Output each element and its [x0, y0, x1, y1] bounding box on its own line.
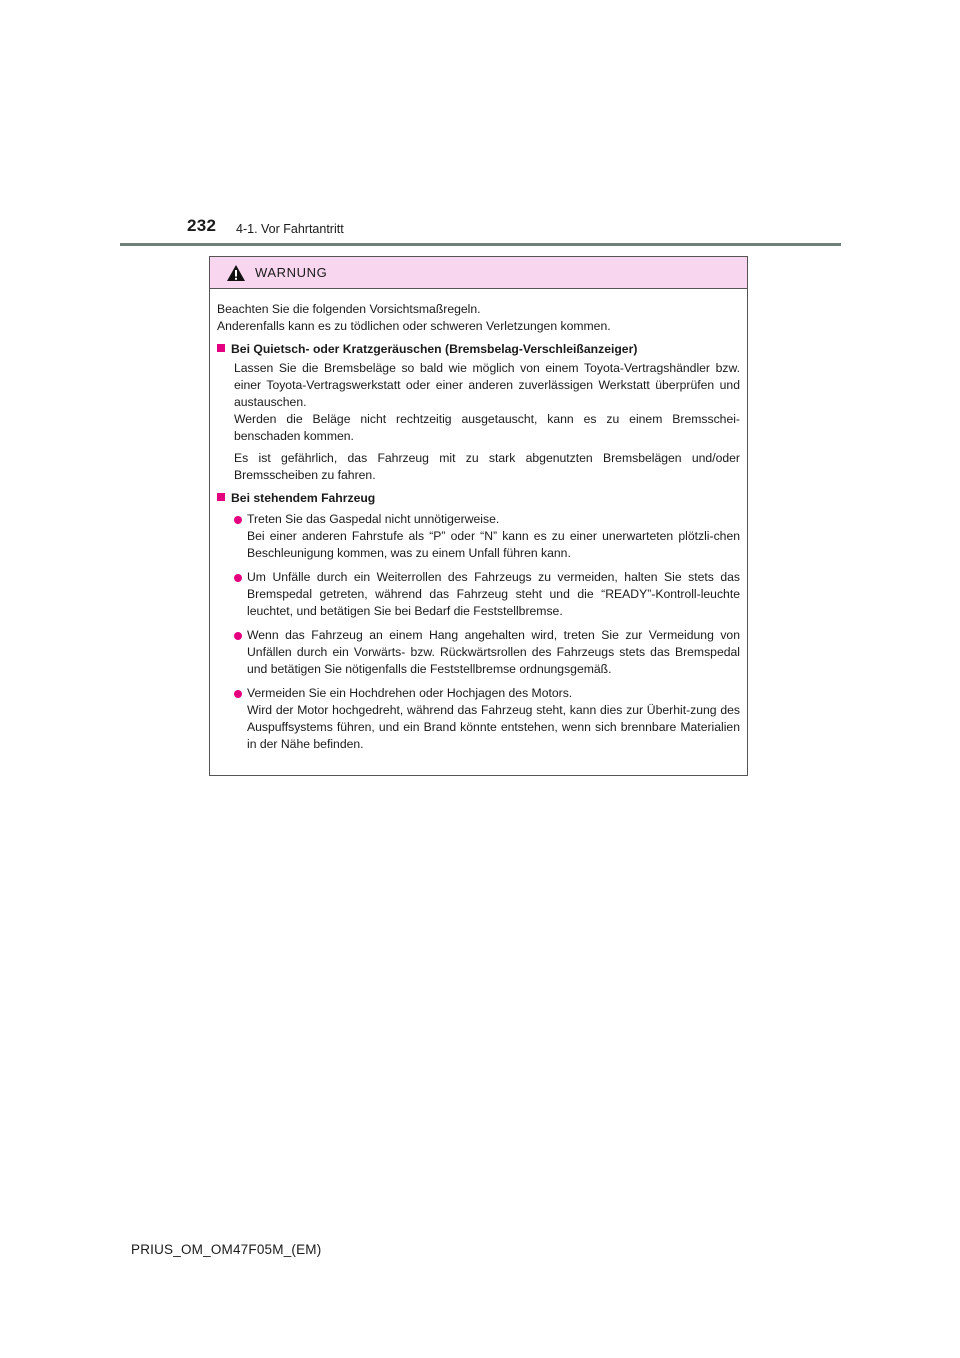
- paragraph-line: Werden die Beläge nicht rechtzeitig ausgetauscht, kann es zu einem Bremsschei-benschaden kommen.: [234, 412, 740, 443]
- list-item-line: Vermeiden Sie ein Hochdrehen oder Hochjagen des Motors.: [247, 686, 573, 700]
- paragraph-line: Lassen Sie die Bremsbeläge so bald wie möglich von einem Toyota-Vertragshändler bzw. einer Toyota-Vertragswerkstatt oder einer anderen zuverlässigen Werkstatt überprüfen und austauschen.: [234, 361, 740, 409]
- list-item: [234, 511, 740, 562]
- intro-line: Beachten Sie die folgenden Vorsichtsmaßregeln.: [217, 302, 481, 316]
- section-heading: [217, 341, 740, 358]
- dot-bullet-icon: [234, 632, 242, 640]
- dot-bullet-icon: [234, 574, 242, 582]
- page-number: 232: [187, 216, 217, 235]
- list-item-line: Treten Sie das Gaspedal nicht unnötigerweise.: [247, 512, 500, 526]
- section-heading-text: Bei stehendem Fahrzeug: [231, 491, 376, 505]
- square-bullet-icon: [217, 493, 225, 501]
- list-item-line: Bei einer anderen Fahrstufe als “P” oder “N” kann es zu einer unerwarteten plötzli-chen Beschleunigung kommen, was zu einem Unfall führen kann.: [247, 529, 740, 560]
- section-heading: [217, 490, 740, 507]
- list-item: [234, 685, 740, 753]
- list-item: [234, 569, 740, 620]
- list-item-text: Wenn das Fahrzeug an einem Hang angehalten wird, treten Sie zur Vermeidung von Unfällen durch ein Vorwärts- bzw. Rückwärtsrollen des Fahrzeugs stets das Bremspedal und betätigen Sie nötigenfalls die Feststellbremse ordnungsgemäß.: [247, 628, 740, 676]
- list-item-line: Wird der Motor hochgedreht, während das Fahrzeug steht, kann dies zur Überhit-zung des Auspuffsystems führen, und ein Brand könnte entstehen, wenn sich brennbare Materialien in der Nähe befinden.: [247, 703, 740, 751]
- section-title: 4-1. Vor Fahrtantritt: [236, 222, 344, 236]
- intro-line: Anderenfalls kann es zu tödlichen oder schweren Verletzungen kommen.: [217, 319, 611, 333]
- list-item-text: Um Unfälle durch ein Weiterrollen des Fahrzeugs zu vermeiden, halten Sie stets das Bremspedal getreten, während das Fahrzeug steht und die “READY”-Kontroll-leuchte leuchtet, und betätigen Sie bei Bedarf die Feststellbremse.: [247, 570, 740, 618]
- dot-bullet-icon: [234, 516, 242, 524]
- warning-body: [210, 289, 747, 753]
- footer-document-code: PRIUS_OM_OM47F05M_(EM): [131, 1242, 322, 1257]
- warning-title: WARNUNG: [255, 265, 328, 280]
- warning-header: [210, 257, 747, 289]
- warning-triangle-icon: [226, 264, 246, 282]
- warning-box: [209, 256, 748, 776]
- paragraph: Es ist gefährlich, das Fahrzeug mit zu stark abgenutzten Bremsbelägen und/oder Bremsscheiben zu fahren.: [234, 451, 740, 482]
- list-item-text: [247, 685, 740, 753]
- square-bullet-icon: [217, 344, 225, 352]
- list-item-text: [247, 511, 740, 562]
- dot-bullet-icon: [234, 690, 242, 698]
- list-item: [234, 627, 740, 678]
- paragraph: [234, 360, 740, 445]
- header-divider: [120, 243, 841, 246]
- section-heading-text: Bei Quietsch- oder Kratzgeräuschen (Bremsbelag-Verschleißanzeiger): [231, 342, 638, 356]
